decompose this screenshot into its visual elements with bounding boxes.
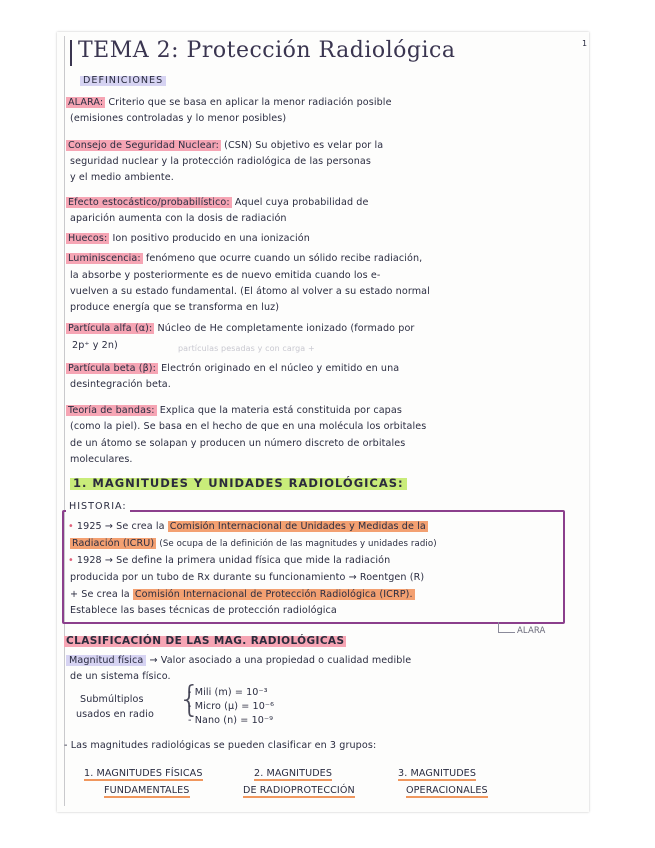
def-alfa-line2: 2p⁺ y 2n) <box>72 340 118 351</box>
mag-fisica-term: Magnitud física <box>66 655 146 666</box>
hist-1925-org: Comisión Internacional de Unidades y Medidas de la <box>169 521 426 532</box>
mag-fisica-line2: de un sistema físico. <box>70 671 171 682</box>
brace-icon: { <box>178 679 202 720</box>
groups-intro: - Las magnitudes radiológicas se pueden clasificar en 3 grupos: <box>64 740 377 751</box>
def-alara-line2: (emisiones controladas y lo menor posibles) <box>70 113 287 124</box>
def-bandas-line1: Explica que la materia está constituida por capas <box>159 405 402 416</box>
def-efecto-line1: Aquel cuya probabilidad de <box>234 197 369 208</box>
bullet-dot-icon: • <box>68 555 74 566</box>
def-lumin-line3: vuelven a su estado fundamental. (El átomo al volver a su estado normal <box>70 286 430 297</box>
def-huecos-line1: Ion positivo producido en una ionización <box>112 233 310 244</box>
def-csn-line3: y el medio ambiente. <box>70 172 174 183</box>
def-csn-line2: seguridad nuclear y la protección radiológica de las personas <box>70 156 371 167</box>
def-huecos <box>66 234 310 244</box>
def-bandas-term: Teoría de bandas: <box>68 405 155 416</box>
section1-heading: 1. MAGNITUDES Y UNIDADES RADIOLÓGICAS: <box>70 478 407 490</box>
def-alfa-line1: Núcleo de He completamente ionizado (formado por <box>157 323 415 334</box>
bullet-dot-icon: • <box>68 521 74 532</box>
hist-1925-year: 1925 → Se crea la <box>76 521 165 532</box>
def-alfa-term: Partícula alfa (α): <box>68 323 153 334</box>
def-lumin-line1: fenómeno que ocurre cuando un sólido recibe radiación, <box>145 253 423 264</box>
def-efecto-term: Efecto estocástico/probabilístico: <box>68 197 230 208</box>
def-beta-term: Partícula beta (β): <box>68 363 156 374</box>
section2-heading: CLASIFICACIÓN DE LAS MAG. RADIOLÓGICAS <box>66 635 345 647</box>
def-lumin-term: Luminiscencia: <box>68 253 141 264</box>
hist-1925-note: (Se ocupa de la definición de las magnitudes y unidades radio) <box>159 539 437 549</box>
alara-note: ALARA <box>517 626 546 636</box>
hist-1928-line3 <box>70 590 415 600</box>
def-alara-line1: Criterio que se basa en aplicar la menor radiación posible <box>108 97 392 108</box>
def-csn-line1: (CSN) Su objetivo es velar por la <box>224 140 384 151</box>
def-efecto <box>66 198 368 208</box>
hist-1928-icrp: Comisión Internacional de Protección Radiológica (ICRP). <box>134 589 413 600</box>
group3-line1: 3. MAGNITUDES <box>398 768 477 779</box>
def-beta-line2: desintegración beta. <box>70 379 171 390</box>
page-title: TEMA 2: Protección Radiológica <box>78 38 456 63</box>
def-bandas-line3: de un átomo se solapan y producen un número discreto de orbitales <box>70 438 406 449</box>
def-lumin-line4: produce energía que se transforma en luz) <box>70 302 280 313</box>
group2-line1: 2. MAGNITUDES <box>254 768 333 779</box>
hist-1925-line1 <box>68 522 428 532</box>
group1-line1: 1. MAGNITUDES FÍSICAS <box>84 768 203 779</box>
hist-1928-line2: producida por un tubo de Rx durante su funcionamiento → Roentgen (R) <box>70 572 425 583</box>
hist-1925-icru: Radiación (ICRU) <box>72 538 155 549</box>
def-beta <box>66 364 399 374</box>
hist-1928-line4: Establece las bases técnicas de protección radiológica <box>70 605 337 616</box>
group2-line2: DE RADIOPROTECCIÓN <box>243 785 355 796</box>
def-bandas-line2: (como la piel). Se basa en el hecho de que en una molécula los orbitales <box>70 421 427 432</box>
def-alara <box>66 98 392 108</box>
page-number: 1 <box>582 39 588 48</box>
historia-label: HISTORIA: <box>66 502 130 512</box>
hist-1928-plus: + Se crea la <box>70 589 130 600</box>
def-bandas-line4: moleculares. <box>70 454 133 465</box>
mag-fisica <box>66 656 411 666</box>
hist-1928-text1: 1928 → Se define la primera unidad física que mide la radiación <box>76 555 391 566</box>
def-lumin-line2: la absorbe y posteriormente es de nuevo emitida cuando los e- <box>70 270 381 281</box>
def-alfa-faint-note: partículas pesadas y con carga + <box>178 344 315 353</box>
def-csn <box>66 141 383 151</box>
definiciones-label: DEFINICIONES <box>80 76 166 86</box>
prefix-nano: - Nano (n) = 10⁻⁹ <box>188 715 274 726</box>
prefix-mili: - Mili (m) = 10⁻³ <box>188 687 268 698</box>
hist-1928-line1 <box>68 556 390 566</box>
def-efecto-line2: aparición aumenta con la dosis de radiación <box>70 213 287 224</box>
title-bar <box>70 40 72 66</box>
mag-fisica-line1: → Valor asociado a una propiedad o cualidad medible <box>149 655 412 666</box>
submultiplos-line1: Submúltiplos <box>80 694 144 705</box>
def-csn-term: Consejo de Seguridad Nuclear: <box>68 140 219 151</box>
group1-line2: FUNDAMENTALES <box>104 785 190 796</box>
def-bandas <box>66 406 402 416</box>
def-alara-term: ALARA: <box>68 97 104 108</box>
def-beta-line1: Electrón originado en el núcleo y emitido en una <box>161 363 400 374</box>
hist-1925-line2 <box>70 539 437 549</box>
def-lumin <box>66 254 422 264</box>
group3-line2: OPERACIONALES <box>406 785 488 796</box>
alara-arrow-icon <box>498 622 515 633</box>
margin-line <box>64 36 65 806</box>
submultiplos-line2: usados en radio <box>76 709 154 720</box>
def-huecos-term: Huecos: <box>68 233 108 244</box>
def-alfa <box>66 324 414 334</box>
prefix-micro: - Micro (μ) = 10⁻⁶ <box>188 701 275 712</box>
